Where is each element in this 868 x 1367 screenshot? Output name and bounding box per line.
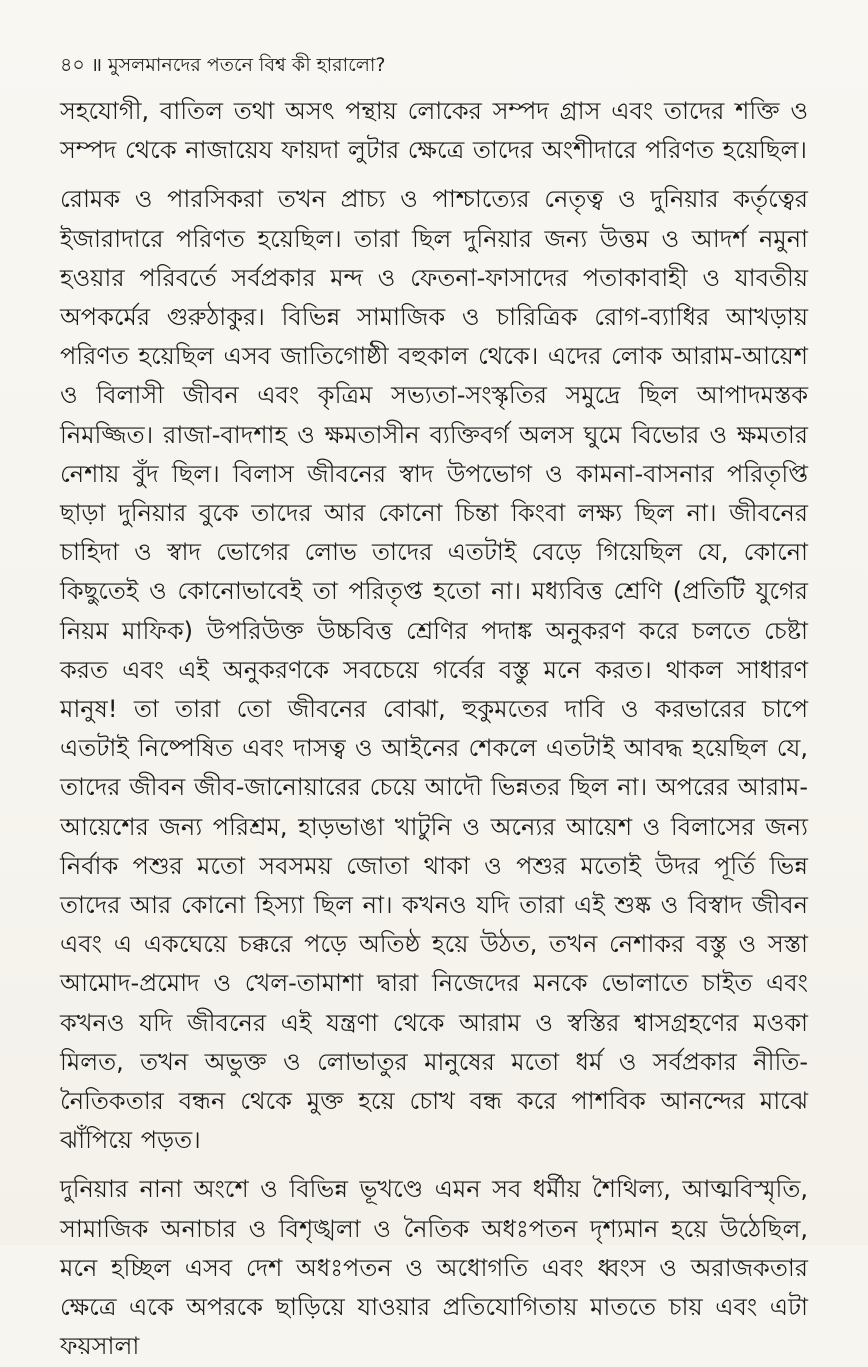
paragraph: দুনিয়ার নানা অংশে ও বিভিন্ন ভূখণ্ডে এমন সব ধর্মীয় শৈথিল্য, আত্মবিস্মৃতি, সামাজিক অনাচার ও বিশৃঙ্খলা ও নৈতিক অধঃপতন দৃশ্যমান হয়ে উঠেছিল, মনে হচ্ছিল এসব দেশ অধঃপতন ও অধোগতি এবং ধ্বংস ও অরাজকতার ক্ষেত্রে একে অপরকে ছাড়িয়ে যাওয়ার প্রতিযোগিতায় মাততে চায় এবং এটা ফয়সালা	[60, 1175, 808, 1361]
page-number: ৪০	[60, 54, 85, 76]
body-text	[60, 92, 808, 1367]
running-title: মুসলমানদের পতনে বিশ্ব কী হারালো?	[108, 54, 386, 76]
paragraph: রোমক ও পারসিকরা তখন প্রাচ্য ও পাশ্চাত্যের নেতৃত্ব ও দুনিয়ার কর্তৃত্বের ইজারাদারে পরিণত হয়েছিল। তারা ছিল দুনিয়ার জন্য উত্তম ও আদর্শ নমুনা হওয়ার পরিবর্তে সর্বপ্রকার মন্দ ও ফেতনা-ফাসাদের পতাকাবাহী ও যাবতীয় অপকর্মের গুরুঠাকুর। বিভিন্ন সামাজিক ও চারিত্রিক রোগ-ব্যাধির আখড়ায় পরিণত হয়েছিল এসব জাতিগোষ্ঠী বহুকাল থেকে। এদের লোক আরাম-আয়েশ ও বিলাসী জীবন এবং কৃত্রিম সভ্যতা-সংস্কৃতির সমুদ্রে ছিল আপাদমস্তক নিমজ্জিত। রাজা-বাদশাহ ও ক্ষমতাসীন ব্যক্তিবর্গ অলস ঘুমে বিভোর ও ক্ষমতার নেশায় বুঁদ ছিল। বিলাস জীবনের স্বাদ উপভোগ ও কামনা-বাসনার পরিতৃপ্তি ছাড়া দুনিয়ার বুকে তাদের আর কোনো চিন্তা কিংবা লক্ষ্য ছিল না। জীবনের চাহিদা ও স্বাদ ভোগের লোভ তাদের এতটাই বেড়ে গিয়েছিল যে, কোনো কিছুতেই ও কোনোভাবেই তা পরিতৃপ্ত হতো না। মধ্যবিত্ত শ্রেণি (প্রতিটি যুগের নিয়ম মাফিক) উপরিউক্ত উচ্চবিত্ত শ্রেণির পদাঙ্ক অনুকরণ করে চলতে চেষ্টা করত এবং এই অনুকরণকে সবচেয়ে গর্বের বস্তু মনে করত। থাকল সাধারণ মানুষ! তা তারা তো জীবনের বোঝা, হুকুমতের দাবি ও করভারের চাপে এতটাই নিষ্পেষিত এবং দাসত্ব ও আইনের শেকলে এতটাই আবদ্ধ হয়েছিল যে, তাদের জীবন জীব-জানোয়ারের চেয়ে আদৌ ভিন্নতর ছিল না। অপরের আরাম-আয়েশের জন্য পরিশ্রম, হাড়ভাঙা খাটুনি ও অন্যের আয়েশ ও বিলাসের জন্য নির্বাক পশুর মতো সবসময় জোতা থাকা ও পশুর মতোই উদর পূর্তি ভিন্ন তাদের আর কোনো হিস্যা ছিল না। কখনও যদি তারা এই শুষ্ক ও বিস্বাদ জীবন এবং এ একঘেয়ে চক্করে পড়ে অতিষ্ঠ হয়ে উঠত, তখন নেশাকর বস্তু ও সস্তা আমোদ-প্রমোদ ও খেল-তামাশা দ্বারা নিজেদের মনকে ভোলাতে চাইত এবং কখনও যদি জীবনের এই যন্ত্রণা থেকে আরাম ও স্বস্তির শ্বাসগ্রহণের মওকা মিলত, তখন অভুক্ত ও লোভাতুর মানুষের মতো ধর্ম ও সর্বপ্রকার নীতি-নৈতিকতার বন্ধন থেকে মুক্ত হয়ে চোখ বন্ধ করে পাশবিক আনন্দের মাঝে ঝাঁপিয়ে পড়ত।	[60, 185, 808, 1155]
running-header	[60, 52, 386, 78]
header-separator: ॥	[90, 54, 103, 76]
paragraph: সহযোগী, বাতিল তথা অসৎ পন্থায় লোকের সম্পদ গ্রাস এবং তাদের শক্তি ও সম্পদ থেকে নাজায়েয ফায়দা লুটার ক্ষেত্রে তাদের অংশীদারে পরিণত হয়েছিল।	[60, 97, 808, 165]
